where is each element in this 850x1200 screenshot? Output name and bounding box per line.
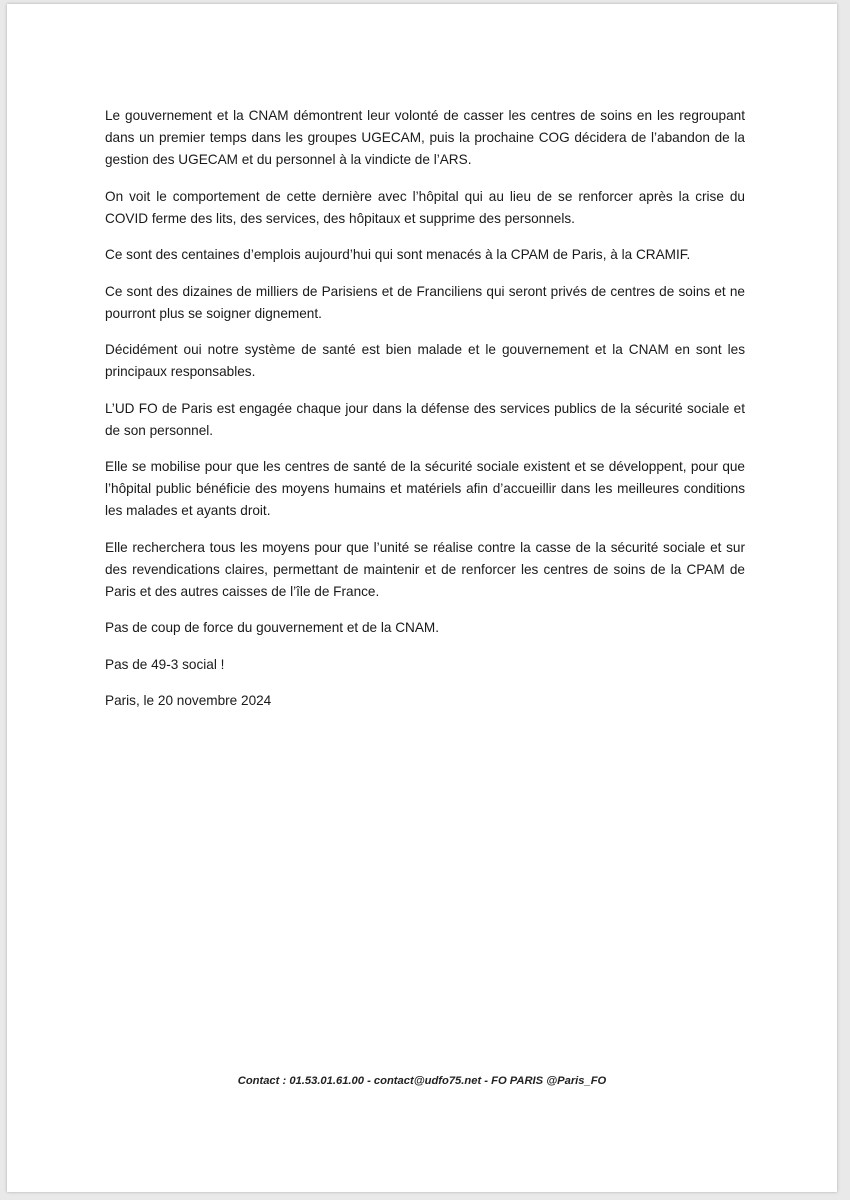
paragraph-ud-fo-engagee: L’UD FO de Paris est engagée chaque jour dans la défense des services publics de la sécurité sociale et de son personnel. (105, 400, 745, 438)
paragraph-mobilisation: Elle se mobilise pour que les centres de santé de la sécurité sociale existent et se développent, pour que l’hôpital public bénéficie des moyens humains et matériels afin d’accueillir dans les meilleures conditions les malades et ayants droit. (105, 459, 745, 518)
paragraph-systeme-sante: Décidément oui notre système de santé est bien malade et le gouvernement et la CNAM en sont les principaux responsables. (105, 342, 745, 379)
paragraph-coup-de-force: Pas de coup de force du gouvernement et de la CNAM. (105, 620, 439, 635)
document-page (7, 4, 837, 1192)
document-date: Paris, le 20 novembre 2024 (105, 693, 272, 708)
paragraph-unite: Elle recherchera tous les moyens pour que l’unité se réalise contre la casse de la sécurité sociale et sur des revendications claires, permettant de maintenir et de renforcer les centres de soins de la CPAM de Paris et des autres caisses de l’île de France. (105, 539, 745, 599)
document-body (105, 105, 745, 727)
paragraph-49-3: Pas de 49-3 social ! (105, 656, 225, 672)
paragraph-hopital-covid: On voit le comportement de cette dernière avec l’hôpital qui au lieu de se renforcer après la crise du COVID ferme des lits, des services, des hôpitaux et supprime des personnels. (105, 188, 745, 226)
contact-footer: Contact : 01.53.01.61.00 - contact@udfo75.net - FO PARIS @Paris_FO (237, 1075, 607, 1087)
paragraph-emplois-menaces: Ce sont des centaines d’emplois aujourd’hui qui sont menacés à la CPAM de Paris, à la CRAMIF. (105, 247, 691, 262)
paragraph-cnam-ugecam: Le gouvernement et la CNAM démontrent leur volonté de casser les centres de soins en les regroupant dans un premier temps dans les groupes UGECAM, puis la prochaine COG décidera de l’abandon de la gestion des UGECAM et du personnel à la vindicte de l’ARS. (105, 108, 745, 167)
paragraph-parisiens-franciliens: Ce sont des dizaines de milliers de Parisiens et de Franciliens qui seront privés de centres de soins et ne pourront plus se soigner dignement. (105, 283, 745, 321)
